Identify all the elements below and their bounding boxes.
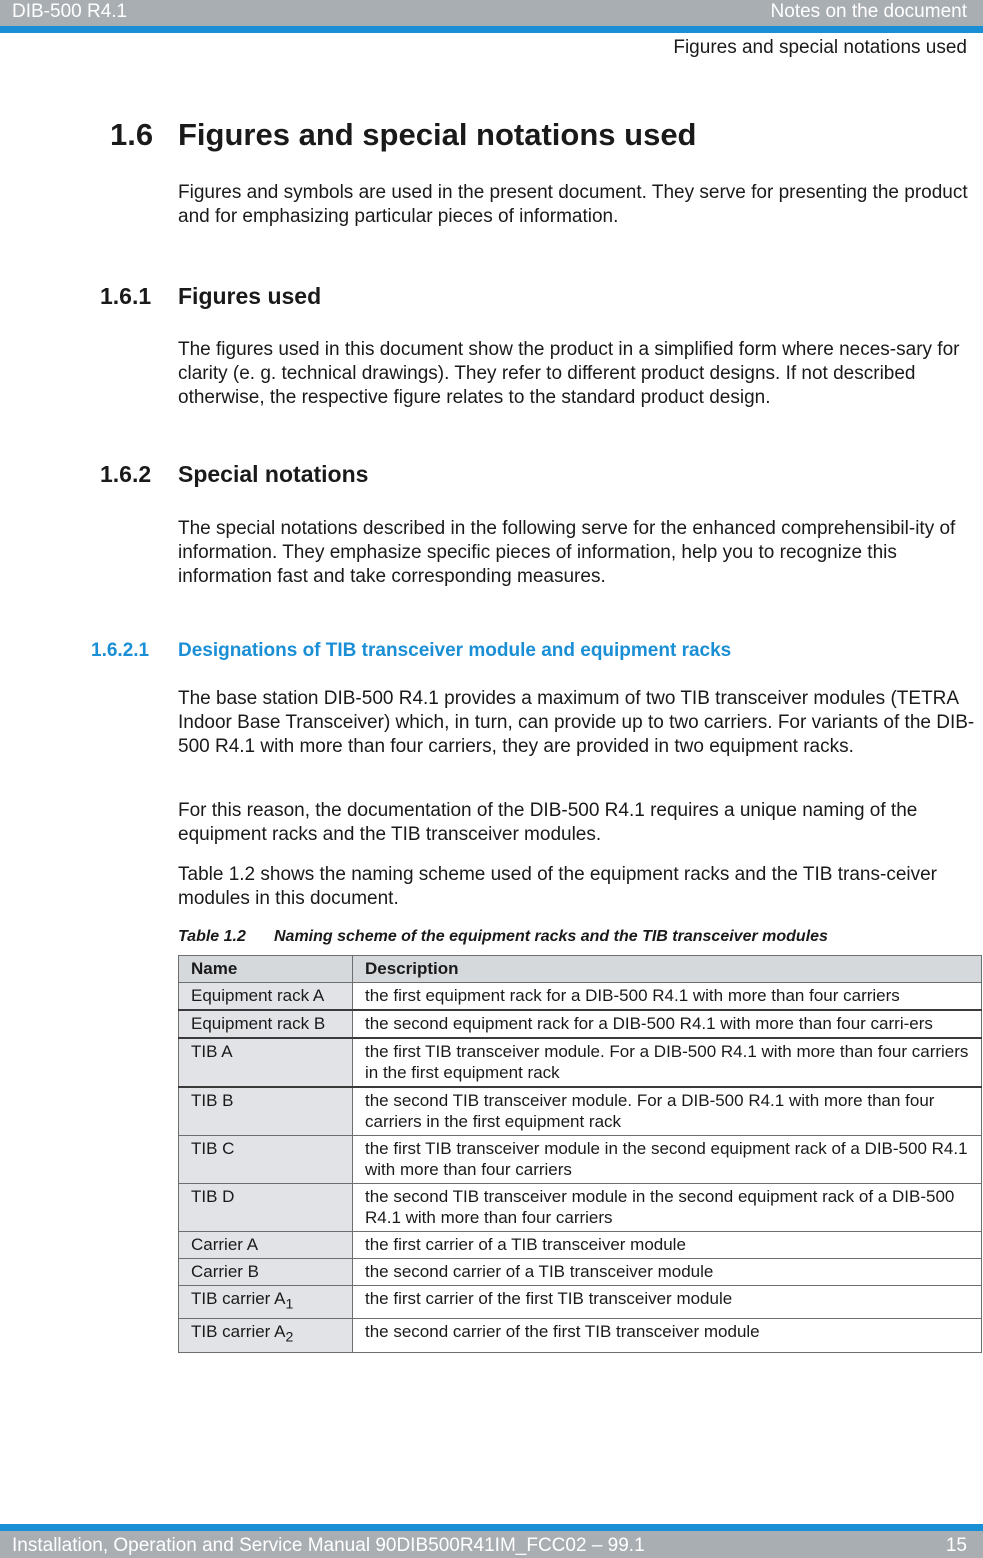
row-name: TIB A — [179, 1038, 353, 1087]
section-intro-paragraph: Figures and symbols are used in the present document. They serve for presenting the product and for emphasizing particular pieces of information. — [178, 182, 968, 227]
designations-paragraph-2: For this reason, the documentation of the DIB-500 R4.1 requires a unique naming of the equipment racks and the TIB transceiver modules. — [178, 800, 918, 845]
row-description: the first carrier of a TIB transceiver module — [353, 1232, 982, 1259]
row-description: the first carrier of the first TIB transceiver module — [353, 1286, 982, 1319]
designations-paragraph-1: The base station DIB-500 R4.1 provides a maximum of two TIB transceiver modules (TETRA Indoor Base Transceiver) which, in turn, can provide up to two carriers. For variants of the DIB-500 R4.1 with more than four carriers, they are provided in two equipment racks. — [178, 688, 975, 757]
footer-accent-rule — [0, 1524, 983, 1531]
row-name: TIB D — [179, 1184, 353, 1232]
table-row — [179, 1232, 982, 1259]
subsection-title-special-notations: Special notations — [178, 461, 369, 487]
table-row — [179, 983, 982, 1011]
row-description: the second equipment rack for a DIB-500 R4.1 with more than four carri-ers — [353, 1010, 982, 1038]
table-row — [179, 1259, 982, 1286]
row-name: TIB B — [179, 1087, 353, 1136]
row-description: the first TIB transceiver module in the second equipment rack of a DIB-500 R4.1 with more than four carriers — [353, 1136, 982, 1184]
designations-paragraph-3: Table 1.2 shows the naming scheme used of the equipment racks and the TIB trans-ceiver modules in this document. — [178, 864, 938, 909]
row-description: the second carrier of a TIB transceiver module — [353, 1259, 982, 1286]
row-name-text: TIB carrier A — [191, 1322, 286, 1342]
table-row — [179, 1184, 982, 1232]
row-name: Carrier A — [179, 1232, 353, 1259]
row-name — [179, 1319, 353, 1352]
footer-document-id: Installation, Operation and Service Manual 90DIB500R41IM_FCC02 – 99.1 — [12, 1535, 645, 1556]
table-caption-number: Table 1.2 — [178, 928, 246, 945]
row-name-text: TIB carrier A — [191, 1289, 286, 1308]
table-caption — [178, 928, 828, 946]
table-row — [179, 1136, 982, 1184]
column-header-description: Description — [353, 956, 982, 983]
special-notations-paragraph: The special notations described in the following serve for the enhanced comprehensibil-ity of information. They emphasize specific pieces of information, help you to recognize this information fast and take corresponding measures. — [178, 518, 956, 587]
section-title: Figures and special notations used — [178, 117, 697, 152]
row-description: the first TIB transceiver module. For a DIB-500 R4.1 with more than four carriers in the first equipment rack — [353, 1038, 982, 1087]
header-section-title: Figures and special notations used — [673, 37, 967, 58]
row-name-subscript: 2 — [285, 1329, 294, 1346]
row-name: Equipment rack B — [179, 1010, 353, 1038]
header-accent-rule — [0, 26, 983, 33]
subsection-title-figures-used: Figures used — [178, 283, 322, 309]
naming-scheme-table — [178, 955, 982, 1353]
figures-used-paragraph: The figures used in this document show the product in a simplified form where neces-sary for clarity (e. g. technical drawings). They refer to different product designs. If not described otherwise, the respective figure relates to the standard product design. — [178, 339, 960, 408]
row-name: TIB C — [179, 1136, 353, 1184]
row-name — [179, 1286, 353, 1319]
table-row — [179, 1286, 982, 1319]
table-row — [179, 1038, 982, 1087]
subsubsection-number-designations: 1.6.2.1 — [91, 640, 150, 661]
header-product-name: DIB-500 R4.1 — [12, 1, 128, 22]
table-row — [179, 1319, 982, 1352]
subsection-number-special-notations: 1.6.2 — [100, 461, 152, 487]
row-name: Equipment rack A — [179, 983, 353, 1011]
row-name: Carrier B — [179, 1259, 353, 1286]
subsubsection-title-designations: Designations of TIB transceiver module and equipment racks — [178, 640, 732, 661]
row-name-subscript: 1 — [285, 1296, 294, 1313]
subsection-number-figures-used: 1.6.1 — [100, 283, 152, 309]
table-caption-text: Naming scheme of the equipment racks and the TIB transceiver modules — [274, 928, 828, 945]
table-header-row — [179, 956, 982, 983]
section-number: 1.6 — [110, 117, 154, 152]
row-description: the first equipment rack for a DIB-500 R4.1 with more than four carriers — [353, 983, 982, 1011]
footer-page-number: 15 — [945, 1535, 967, 1556]
table-row — [179, 1087, 982, 1136]
row-description: the second TIB transceiver module. For a DIB-500 R4.1 with more than four carriers in the first equipment rack — [353, 1087, 982, 1136]
column-header-name: Name — [179, 956, 353, 983]
row-description: the second carrier of the first TIB transceiver module — [353, 1319, 982, 1352]
table-row — [179, 1010, 982, 1038]
row-description: the second TIB transceiver module in the second equipment rack of a DIB-500 R4.1 with more than four carriers — [353, 1184, 982, 1232]
header-chapter-title: Notes on the document — [770, 1, 967, 22]
